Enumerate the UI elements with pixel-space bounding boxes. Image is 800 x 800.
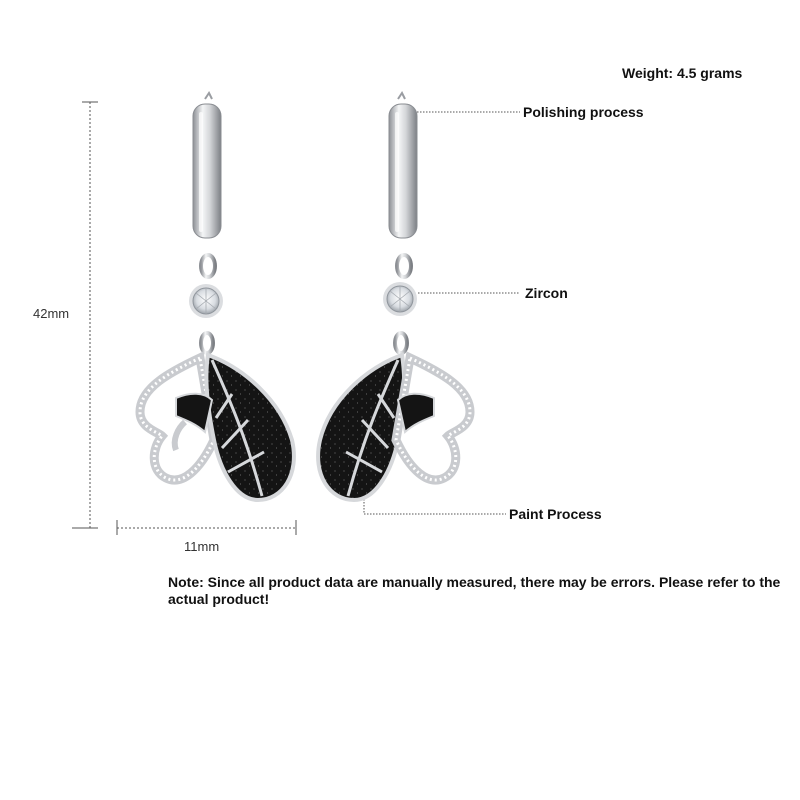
width-dimension-line [117, 520, 296, 535]
paint-process-callout: Paint Process [509, 506, 602, 522]
weight-label: Weight: 4.5 grams [622, 65, 743, 81]
right-earring [318, 93, 470, 500]
zircon-callout: Zircon [525, 285, 568, 301]
measurement-note: Note: Since all product data are manually measured, there may be errors. Please refer to the actual product! [168, 574, 781, 607]
polishing-process-callout: Polishing process [523, 104, 644, 120]
left-earring [140, 93, 294, 500]
height-dimension-line [72, 102, 98, 528]
width-dimension-label: 11mm [184, 539, 220, 554]
height-dimension-label: 42mm [33, 306, 70, 321]
